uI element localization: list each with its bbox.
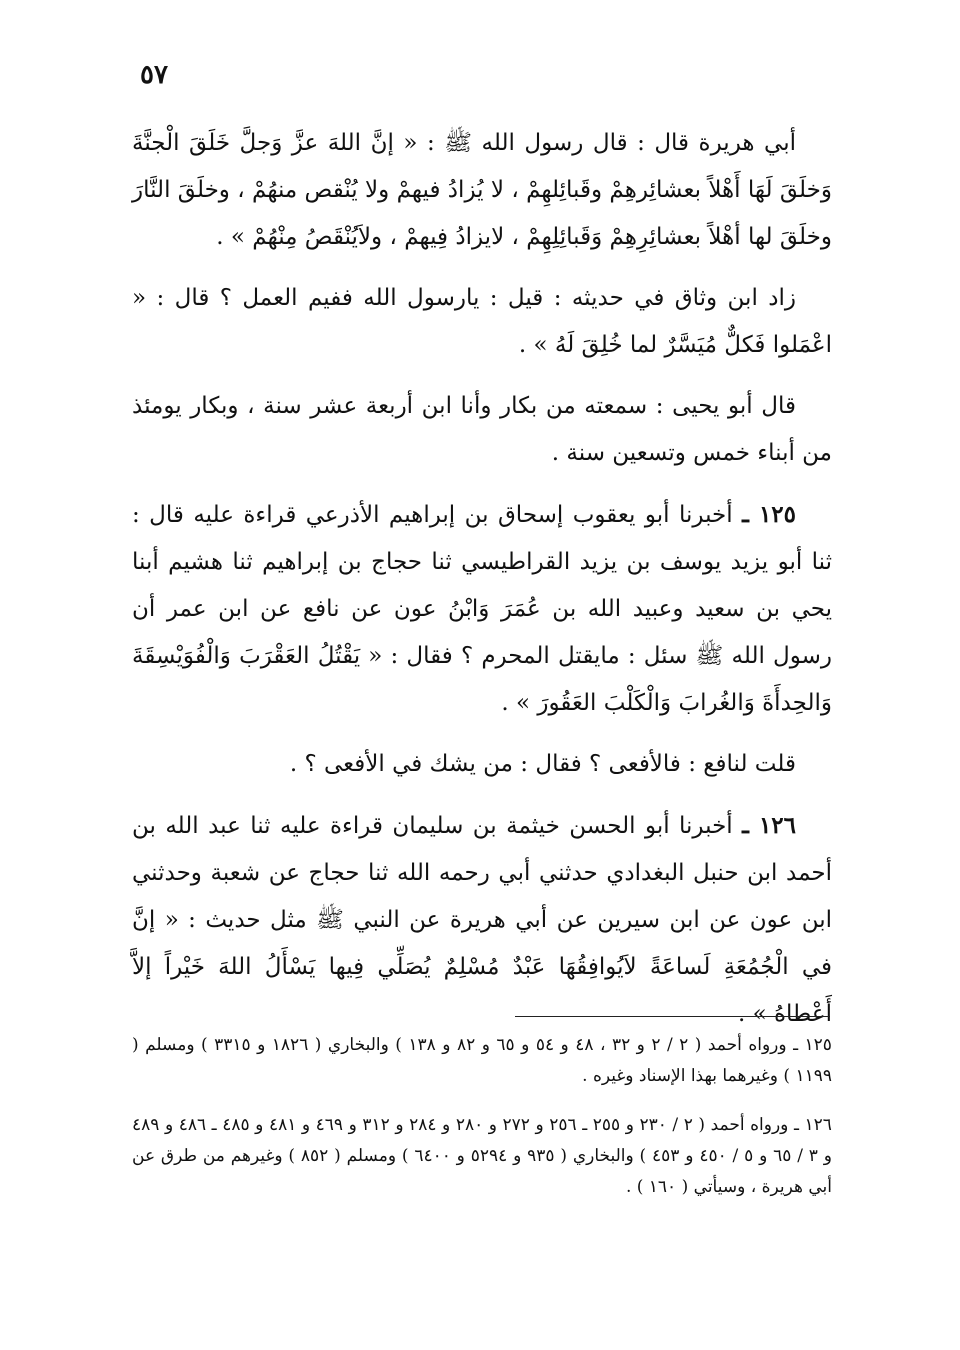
hadith-number-126: ١٢٦ ـ (742, 812, 797, 839)
hadith-126-text: أخبرنا أبو الحسن خيثمة بن سليمان قراءة عليه ثنا عبد الله بن أحمد ابن حنبل البغدادي حدثني أبي رحمه الله ثنا حجاج عن شعبة وحدثني ابن عون عن ابن سيرين عن أبي هريرة عن النبي ﷺ مثل حديث : « إنَّ في الْجُمُعَةِ لَساعَةً لاَيُوافِقُهَا عَبْدٌ مُسْلِمٌ يُصَلِّي فِيها يَسْأَلُ اللهَ خَيْراً إلاَّ أَعْطاهُ » . (132, 813, 832, 1027)
page-number: ٥٧ (140, 60, 168, 90)
paragraph-hadith-125 (132, 491, 832, 727)
paragraph-abu-yahya-note: قال أبو يحيى : سمعته من بكار وأنا ابن أربعة عشر سنة ، وبكار يومئذ من أبناء خمس وتسعين سنة . (132, 393, 832, 466)
paragraph-hadith-continuation: أبي هريرة قال : قال رسول الله ﷺ : « إنَّ اللهَ عزَّ وَجلَّ خَلَقَ الْجنَّةَ وَخلَقَ لَهَا أَهْلاً بعشائِرهِمْ وقَبائِلهِمْ ، لا يُزادُ فيهمْ ولا يُنْقص منهُمْ ، وخلَقَ النَّارَ وخلَقَ لها أهْلاً بعشائِرِهِمْ وَقَبائِلِهِمْ ، لايزادُ فِيهمْ ، ولاَيُنْقَصُ مِنْهُمْ » . (132, 130, 832, 250)
paragraph-ibn-withaq-addition: زاد ابن وثاق في حديثه : قيل : يارسول الله ففيم العمل ؟ قال : « اعْمَلوا فَكلٌّ مُيَسَّرٌ لما خُلِقَ لَهُ » . (132, 285, 832, 358)
footnote-126: ١٢٦ ـ ورواه أحمد ( ٢ / ٢٣٠ و ٢٥٥ ـ ٢٥٦ و ٢٧٢ و ٢٨٠ و ٢٨٤ و ٣١٢ و ٤٦٩ و ٤٨١ و ٤٨٥ ـ ٤٨٦ و ٤٨٩ و ٣ / ٦٥ و ٥ / ٤٥٠ و ٤٥٣ ) والبخاري ( ٩٣٥ و ٥٢٩٤ و ٦٤٠٠ ) ومسلم ( ٨٥٢ ) وغيرهم من طرق عن أبي هريرة ، وسيأتي ( ١٦٠ ) . (132, 1115, 832, 1197)
hadith-number-125: ١٢٥ ـ (742, 501, 796, 528)
hadith-125-text: أخبرنا أبو يعقوب إسحاق بن إبراهيم الأذرعي قراءة عليه قال : ثنا أبو يزيد يوسف بن يزيد القراطيسي ثنا حجاج بن إبراهيم ثنا هشيم أبنا يحي بن سعيد وعبيد الله بن عُمَرَ وَابْنُ عون عن نافع عن ابن عمر أن رسول الله ﷺ سئل : مايقتل المحرم ؟ فقال : « يَقْتُلُ العَقْرَبَ وَالْفُوَيْسِقَةَ وَالحِدأَةَ وَالغُرابَ وَالْكَلْبَ العَقُورَ » . (132, 502, 832, 716)
paragraph-hadith-126 (132, 802, 832, 1038)
paragraph-nafi-question: قلت لنافع : فالأفعى ؟ فقال : من يشك في الأفعى ؟ . (289, 751, 796, 777)
main-text (132, 120, 832, 1052)
footnote-125: ١٢٥ ـ ورواه أحمد ( ٢ / ٢ و ٣٢ ، ٤٨ و ٥٤ و ٦٥ و ٨٢ و ١٣٨ ) والبخاري ( ١٨٢٦ و ٣٣١٥ ) ومسلم ( ١١٩٩ ) وغيرهما بهذا الإسناد وغيره . (132, 1035, 832, 1086)
footnote-divider (515, 1016, 830, 1017)
footnotes (132, 1030, 832, 1221)
